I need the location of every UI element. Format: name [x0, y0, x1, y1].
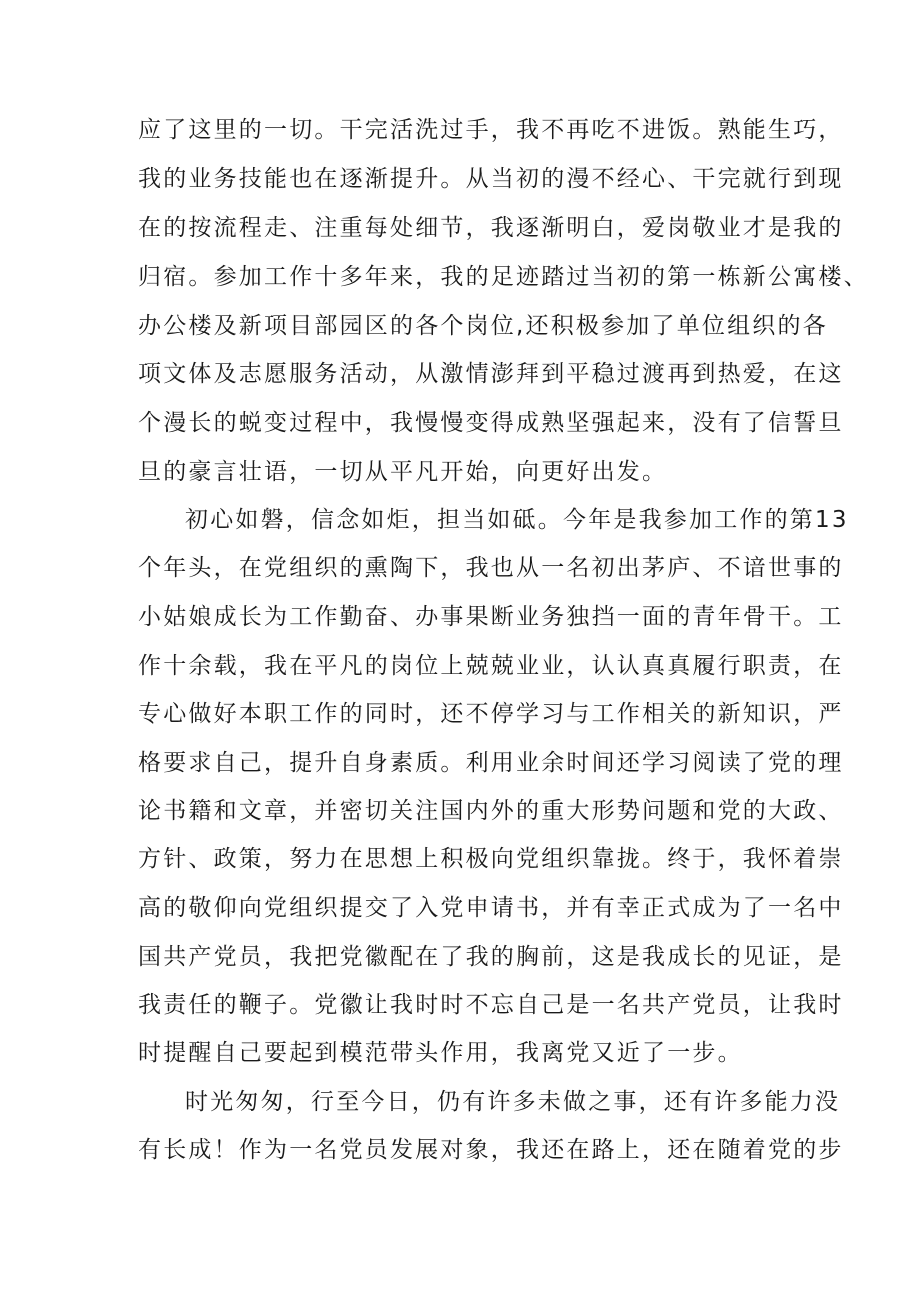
text-line: 专心做好本职工作的同时，还不停学习与工作相关的新知识，严: [138, 701, 844, 727]
text-line: 项文体及志愿服务活动，从激情澎拜到平稳过渡再到热爱，在这: [138, 361, 844, 387]
text-line: 时提醒自己要起到模范带头作用，我离党又近了一步。: [138, 1040, 743, 1066]
text-line: 个漫长的蜕变过程中，我慢慢变得成熟坚强起来，没有了信誓旦: [138, 410, 844, 436]
paragraph-first-line: 初心如磐，信念如炬，担当如砥。今年是我参加工作的第13: [185, 507, 849, 533]
text-line: 格要求自己，提升自身素质。利用业余时间还学习阅读了党的理: [138, 750, 844, 776]
text-line: 旦的豪言壮语，一切从平凡开始，向更好出发。: [138, 459, 668, 485]
text-line: 方针、政策，努力在思想上积极向党组织靠拢。终于，我怀着崇: [138, 846, 844, 872]
text-line: 论书籍和文章，并密切关注国内外的重大形势问题和党的大政、: [138, 798, 844, 824]
text-line: 归宿。参加工作十多年来，我的足迹踏过当初的第一栋新公寓楼、: [138, 264, 869, 290]
text-line: 作十余载，我在平凡的岗位上兢兢业业，认认真真履行职责，在: [138, 653, 844, 679]
text-line: 办公楼及新项目部园区的各个岗位,还积极参加了单位组织的各: [138, 313, 828, 339]
text-line: 在的按流程走、注重每处细节，我逐渐明白，爱岗敬业才是我的: [138, 215, 844, 241]
text-line: 有长成！作为一名党员发展对象，我还在路上，还在随着党的步: [138, 1137, 844, 1163]
text-line: 我的业务技能也在逐渐提升。从当初的漫不经心、干完就行到现: [138, 166, 844, 192]
text-line: 高的敬仰向党组织提交了入党申请书，并有幸正式成为了一名中: [138, 895, 844, 921]
text-line: 应了这里的一切。干完活洗过手，我不再吃不进饭。熟能生巧，: [138, 117, 844, 143]
text-line: 小姑娘成长为工作勤奋、办事果断业务独挡一面的青年骨干。工: [138, 604, 844, 630]
text-line: 我责任的鞭子。党徽让我时时不忘自己是一名共产党员，让我时: [138, 992, 844, 1018]
paragraph-first-line: 时光匆匆，行至今日，仍有许多未做之事，还有许多能力没: [185, 1089, 841, 1115]
text-line: 国共产党员，我把党徽配在了我的胸前，这是我成长的见证，是: [138, 944, 844, 970]
text-line: 个年头，在党组织的熏陶下，我也从一名初出茅庐、不谙世事的: [138, 555, 844, 581]
